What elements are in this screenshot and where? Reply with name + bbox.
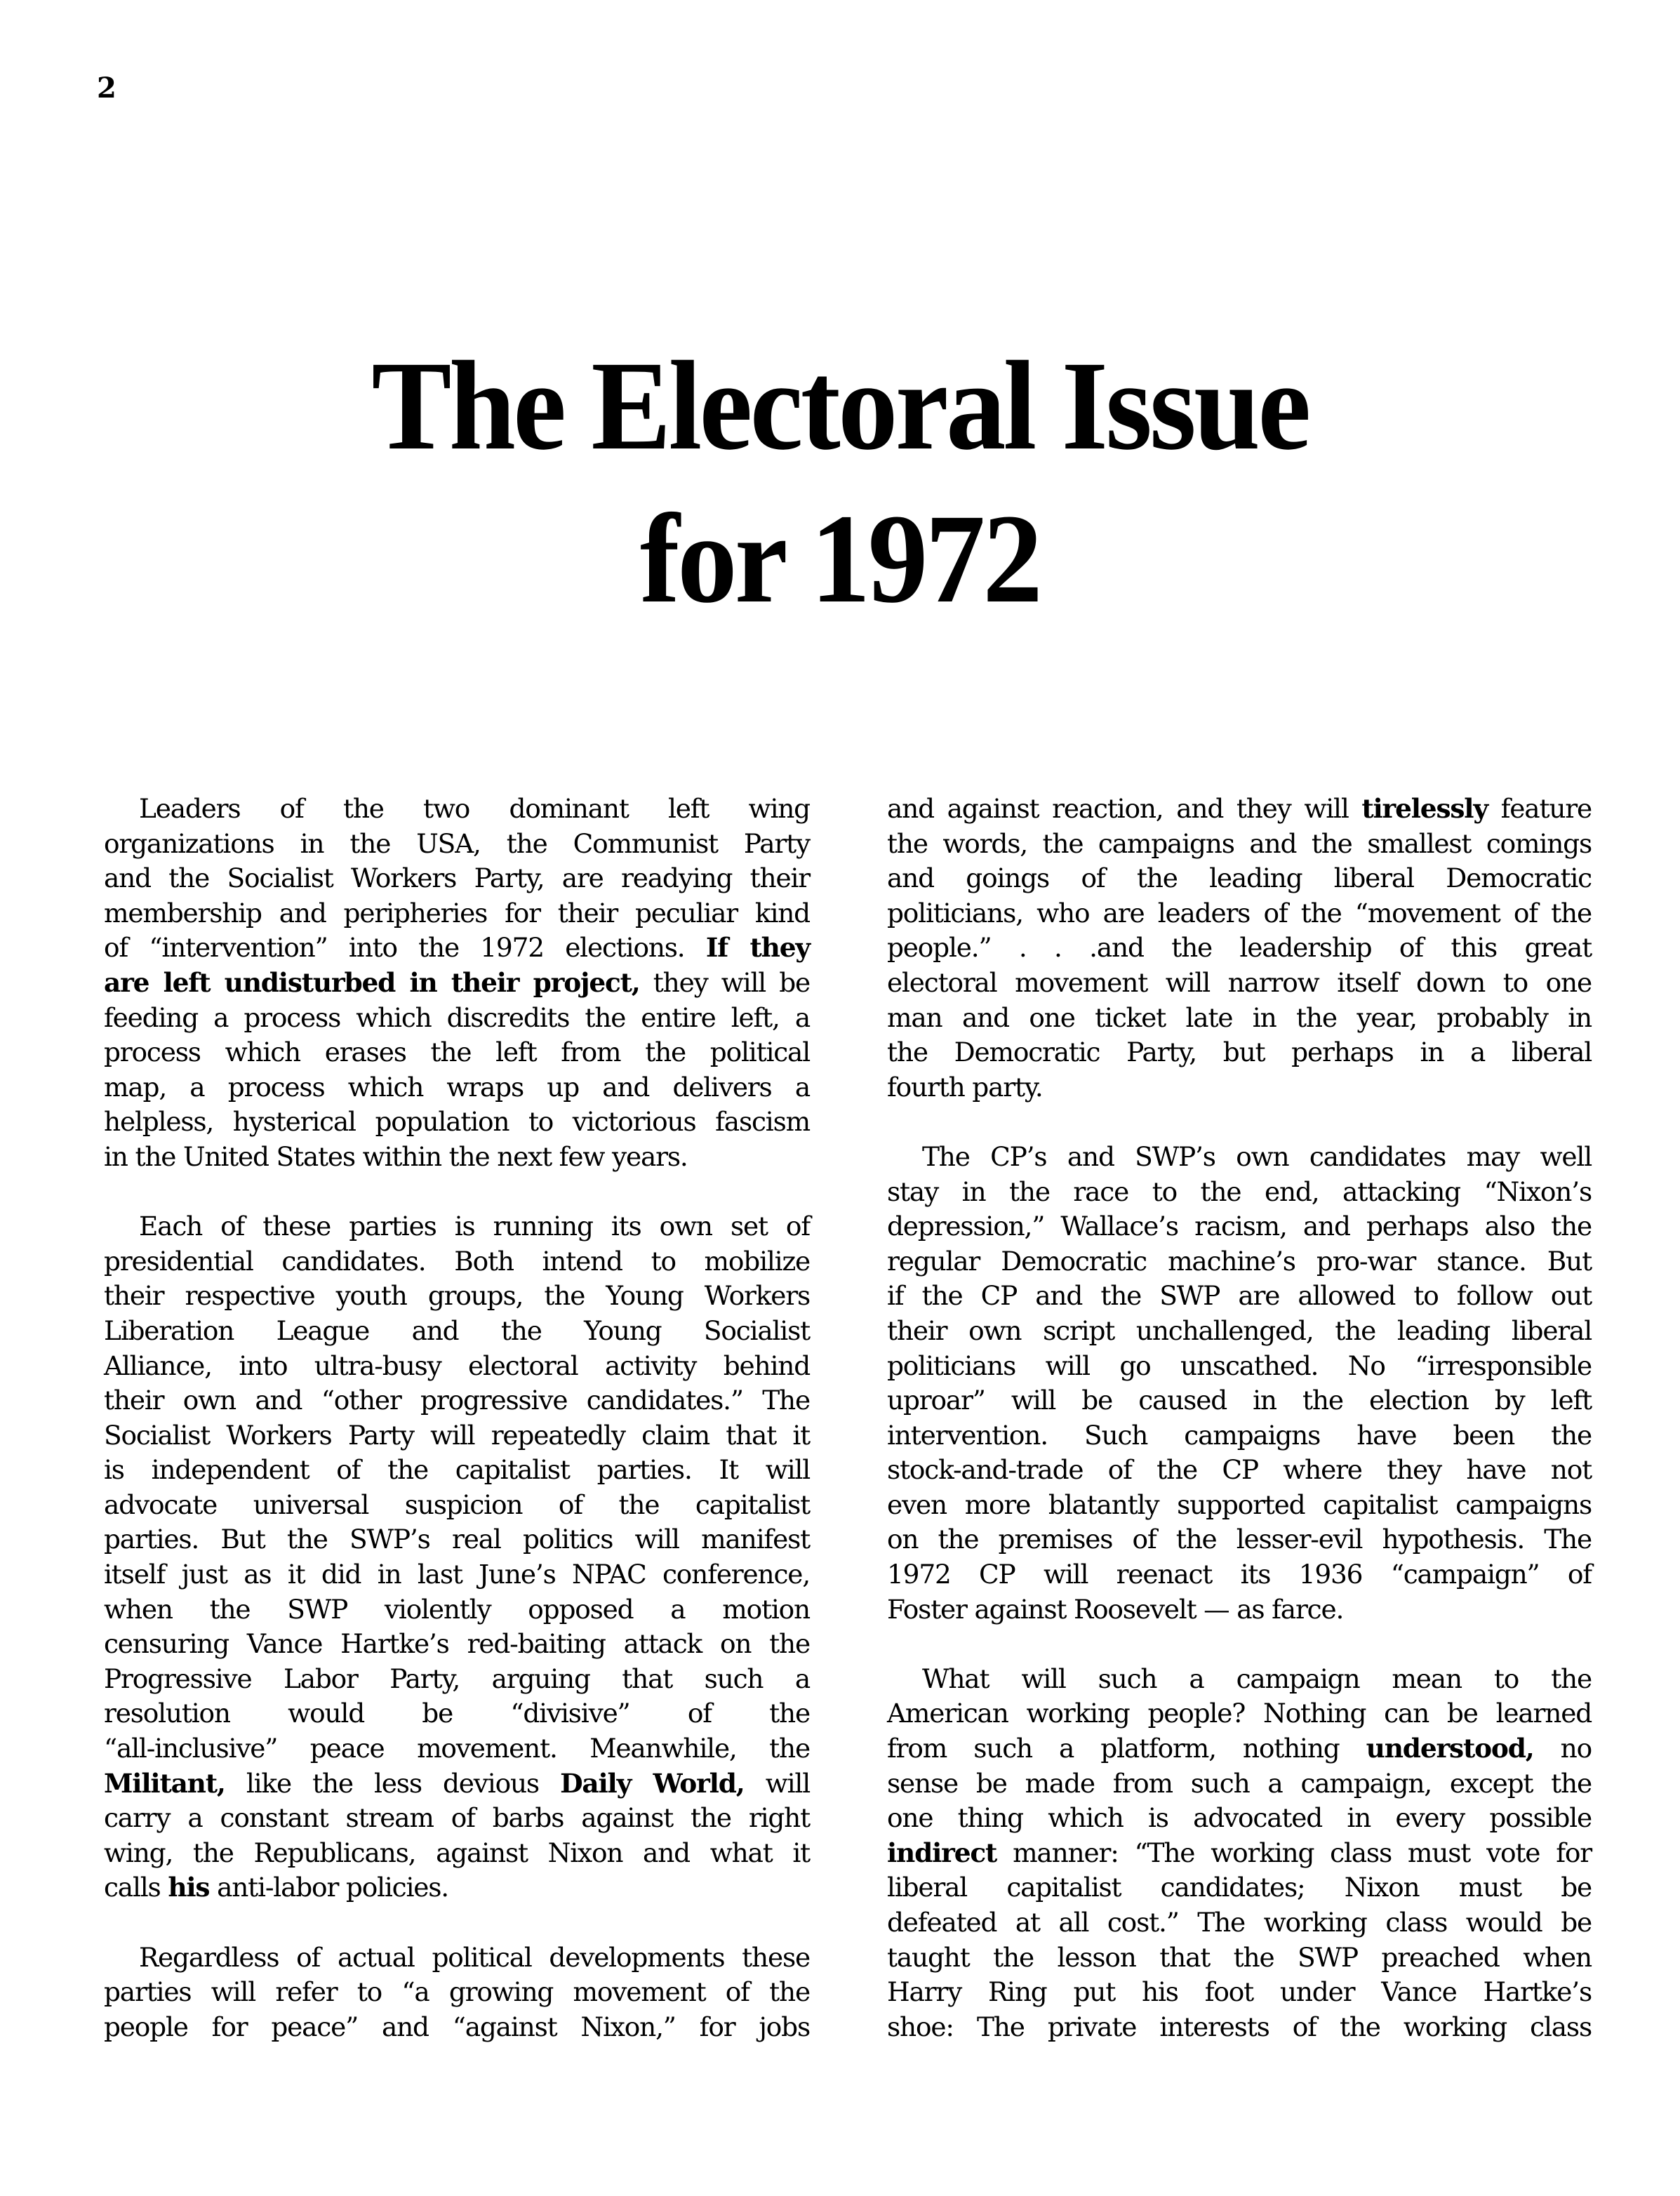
text-line: people.” . . .and the leadership of this great <box>887 932 1592 964</box>
text-line: on the premises of the lesser-evil hypothesis. The <box>887 1524 1592 1555</box>
article-paragraph <box>104 1209 810 1905</box>
text-line: of “intervention” into the 1972 elections. If they <box>104 932 810 964</box>
article-paragraph <box>887 1662 1592 2045</box>
text-line: Socialist Workers Party will repeatedly claim that it <box>104 1419 810 1451</box>
text-line: resolution would be “divisive” of the <box>104 1698 810 1729</box>
emphasized-text: If they <box>705 932 810 964</box>
text-line: politicians, who are leaders of the “movement of the <box>887 897 1592 929</box>
text-line: one thing which is advocated in every possible <box>887 1802 1592 1834</box>
text-line: and against reaction, and they will tirelessly feature <box>887 793 1592 824</box>
emphasized-text: his <box>168 1872 210 1903</box>
article-title <box>0 330 1680 636</box>
text-line: censuring Vance Hartke’s red-baiting attack on the <box>104 1628 810 1660</box>
text-line: and the Socialist Workers Party, are readying their <box>104 863 810 894</box>
emphasized-text: are left undisturbed in their project, <box>104 966 640 998</box>
text-line: The CP’s and SWP’s own candidates may well <box>922 1140 1592 1172</box>
text-line: taught the lesson that the SWP preached when <box>887 1941 1592 1973</box>
text-line: map, a process which wraps up and delivers a <box>104 1071 810 1103</box>
text-line: depression,” Wallace’s racism, and perhaps also the <box>887 1211 1592 1242</box>
text-line: advocate universal suspicion of the capitalist <box>104 1489 810 1520</box>
text-line: in the United States within the next few years. <box>104 1140 688 1172</box>
article-title-line-1: The Electoral Issue <box>371 335 1309 477</box>
right-column <box>887 792 1592 2079</box>
text-line: Progressive Labor Party, arguing that such a <box>104 1663 810 1694</box>
page-number: 2 <box>97 72 116 105</box>
text-line: helpless, hysterical population to victorious fascism <box>104 1106 810 1138</box>
text-line: wing, the Republicans, against Nixon and what it <box>104 1837 810 1868</box>
text-line: process which erases the left from the political <box>104 1037 810 1068</box>
left-column <box>104 792 810 2079</box>
text-line: 1972 CP will reenact its 1936 “campaign” of <box>887 1559 1592 1590</box>
text-line: stock-and-trade of the CP where they have not <box>887 1454 1592 1486</box>
text-line: uproar” will be caused in the election by left <box>887 1385 1592 1416</box>
text-line: presidential candidates. Both intend to mobilize <box>104 1245 810 1277</box>
text-line: their own and “other progressive candidates.” The <box>104 1385 810 1416</box>
text-line: the words, the campaigns and the smallest comings <box>887 827 1592 859</box>
emphasized-text: indirect <box>887 1837 997 1868</box>
text-line: stay in the race to the end, attacking “Nixon’s <box>887 1176 1592 1207</box>
text-line: even more blatantly supported capitalist campaigns <box>887 1489 1592 1520</box>
text-line: “all-inclusive” peace movement. Meanwhile, the <box>104 1733 810 1764</box>
text-line: and goings of the leading liberal Democratic <box>887 863 1592 894</box>
emphasized-text: Militant, <box>104 1767 225 1799</box>
text-line: organizations in the USA, the Communist Party <box>104 827 810 859</box>
text-line: man and one ticket late in the year, probably in <box>887 1001 1592 1033</box>
emphasized-text: understood, <box>1366 1733 1534 1764</box>
article-paragraph <box>887 1140 1592 1627</box>
text-line: when the SWP violently opposed a motion <box>104 1593 810 1625</box>
text-line: regular Democratic machine’s pro-war stance. But <box>887 1245 1592 1277</box>
text-line: liberal capitalist candidates; Nixon must be <box>887 1872 1592 1903</box>
text-line: from such a platform, nothing understood, no <box>887 1733 1592 1764</box>
text-line: their respective youth groups, the Young Workers <box>104 1280 810 1312</box>
text-line: Foster against Roosevelt — as farce. <box>887 1593 1344 1625</box>
article-paragraph <box>104 1941 810 2045</box>
text-line: membership and peripheries for their peculiar kind <box>104 897 810 929</box>
emphasized-text: Daily World, <box>560 1767 745 1799</box>
text-line: parties will refer to “a growing movement of the <box>104 1976 810 2008</box>
text-line: carry a constant stream of barbs against the right <box>104 1802 810 1834</box>
text-line: Liberation League and the Young Socialist <box>104 1315 810 1346</box>
text-line: shoe: The private interests of the working class <box>887 2011 1592 2042</box>
text-line: Alliance, into ultra-busy electoral activity behind <box>104 1350 810 1381</box>
text-line: itself just as it did in last June’s NPAC conference, <box>104 1559 810 1590</box>
text-line: What will such a campaign mean to the <box>922 1663 1592 1694</box>
text-line: are left undisturbed in their project, they will be <box>104 966 810 998</box>
text-line: politicians will go unscathed. No “irresponsible <box>887 1350 1592 1381</box>
text-line: Harry Ring put his foot under Vance Hartke’s <box>887 1976 1592 2008</box>
text-line: calls his anti-labor policies. <box>104 1872 449 1903</box>
text-line: Each of these parties is running its own set of <box>139 1211 810 1242</box>
text-line: American working people? Nothing can be learned <box>887 1698 1592 1729</box>
text-line: sense be made from such a campaign, except the <box>887 1767 1592 1799</box>
text-line: the Democratic Party, but perhaps in a liberal <box>887 1037 1592 1068</box>
text-line: defeated at all cost.” The working class would be <box>887 1907 1592 1938</box>
article-paragraph <box>104 792 810 1175</box>
text-line: intervention. Such campaigns have been the <box>887 1419 1592 1451</box>
text-line: Leaders of the two dominant left wing <box>139 793 810 824</box>
text-line: Regardless of actual political developments these <box>139 1941 810 1973</box>
article-paragraph <box>887 792 1592 1105</box>
text-line: indirect manner: “The working class must vote for <box>887 1837 1592 1868</box>
text-line: fourth party. <box>887 1071 1043 1103</box>
text-line: is independent of the capitalist parties. It will <box>104 1454 810 1486</box>
text-line: if the CP and the SWP are allowed to follow out <box>887 1280 1592 1312</box>
text-line: electoral movement will narrow itself down to one <box>887 966 1592 998</box>
text-line: parties. But the SWP’s real politics will manifest <box>104 1524 810 1555</box>
text-line: Militant, like the less devious Daily World, will <box>104 1767 811 1799</box>
text-line: people for peace” and “against Nixon,” for jobs <box>104 2011 810 2042</box>
text-line: feeding a process which discredits the entire left, a <box>104 1001 810 1033</box>
text-line: their own script unchallenged, the leading liberal <box>887 1315 1592 1346</box>
article-title-line-2: for 1972 <box>639 488 1041 630</box>
emphasized-text: tirelessly <box>1361 793 1488 824</box>
